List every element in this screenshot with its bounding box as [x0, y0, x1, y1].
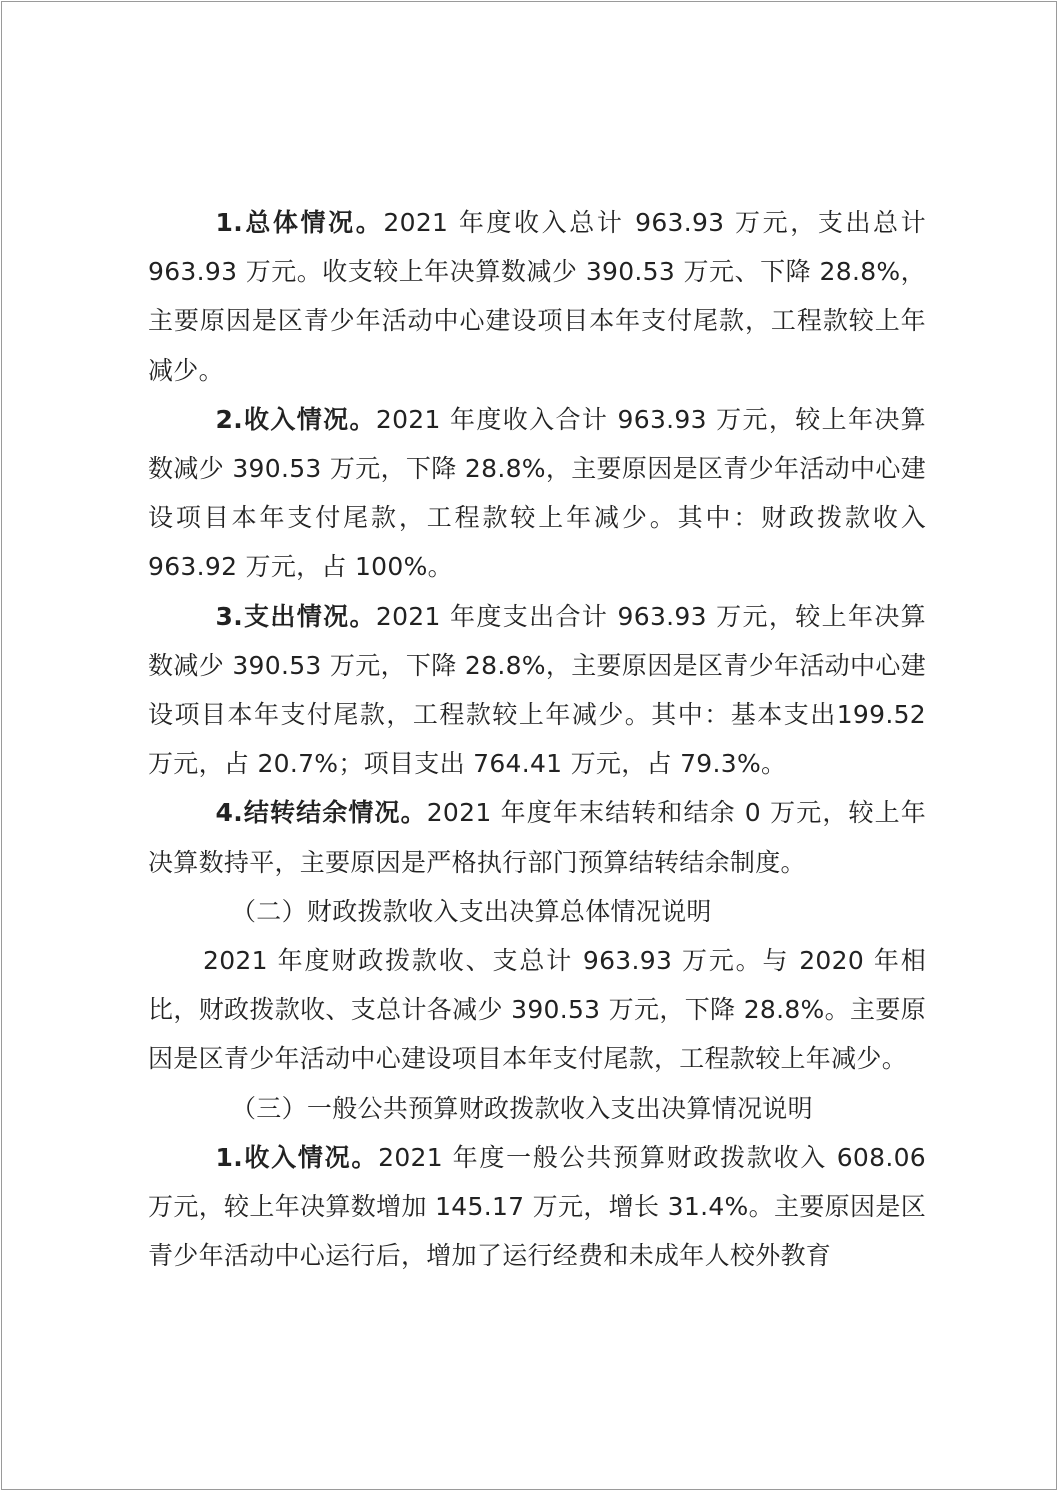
paragraph-heading: 1.总体情况。 [215, 208, 384, 237]
paragraph-income [148, 395, 926, 592]
paragraph-heading: 4.结转结余情况。 [215, 798, 427, 828]
paragraph-heading: 1.收入情况。 [215, 1142, 379, 1172]
paragraph-heading: 2.收入情况。 [215, 404, 376, 434]
paragraph-general-budget-income [148, 1133, 926, 1281]
paragraph-expenditure [148, 592, 926, 789]
paragraph-carryover [148, 788, 926, 886]
paragraph-text: 2021 年度收入合计 963.93 万元，较上年决算数减少 390.53 万元，下降 28.8%，主要原因是区青少年活动中心建设项目本年支付尾款，工程款较上年减少。其中：财政拨款收入 963.92 万元，占 100%。 [148, 404, 926, 582]
paragraph-text: 2021 年度支出合计 963.93 万元，较上年决算数减少 390.53 万元，下降 28.8%，主要原因是区青少年活动中心建设项目本年支付尾款，工程款较上年减少。其中：基本支出199.52 万元，占 20.7%；项目支出 764.41 万元，占 79.3%。 [148, 601, 926, 779]
document-body [148, 198, 926, 1280]
paragraph-fiscal-appropriation: 2021 年度财政拨款收、支总计 963.93 万元。与 2020 年相比，财政拨款收、支总计各减少 390.53 万元，下降 28.8%。主要原因是区青少年活动中心建设项目本年支付尾款，工程款较上年减少。 [148, 946, 926, 1074]
paragraph-text: 2021 年度年末结转和结余 0 万元，较上年决算数持平，主要原因是严格执行部门预算结转结余制度。 [148, 798, 926, 877]
paragraph-text: 2021 年度收入总计 963.93 万元，支出总计963.93 万元。收支较上年决算数减少 390.53 万元、下降 28.8%，主要原因是区青少年活动中心建设项目本年支付尾款，工程款较上年减少。 [148, 208, 926, 385]
section-title-fiscal-appropriation: （二）财政拨款收入支出决算总体情况说明 [231, 896, 712, 926]
paragraph-text: 2021 年度一般公共预算财政拨款收入 608.06 万元，较上年决算数增加 145.17 万元，增长 31.4%。主要原因是区青少年活动中心运行后，增加了运行经费和未成年人校外教育 [148, 1142, 926, 1271]
paragraph-overall [148, 198, 926, 395]
paragraph-heading: 3.支出情况。 [215, 601, 376, 631]
section-title-general-budget: （三）一般公共预算财政拨款收入支出决算情况说明 [231, 1093, 813, 1123]
